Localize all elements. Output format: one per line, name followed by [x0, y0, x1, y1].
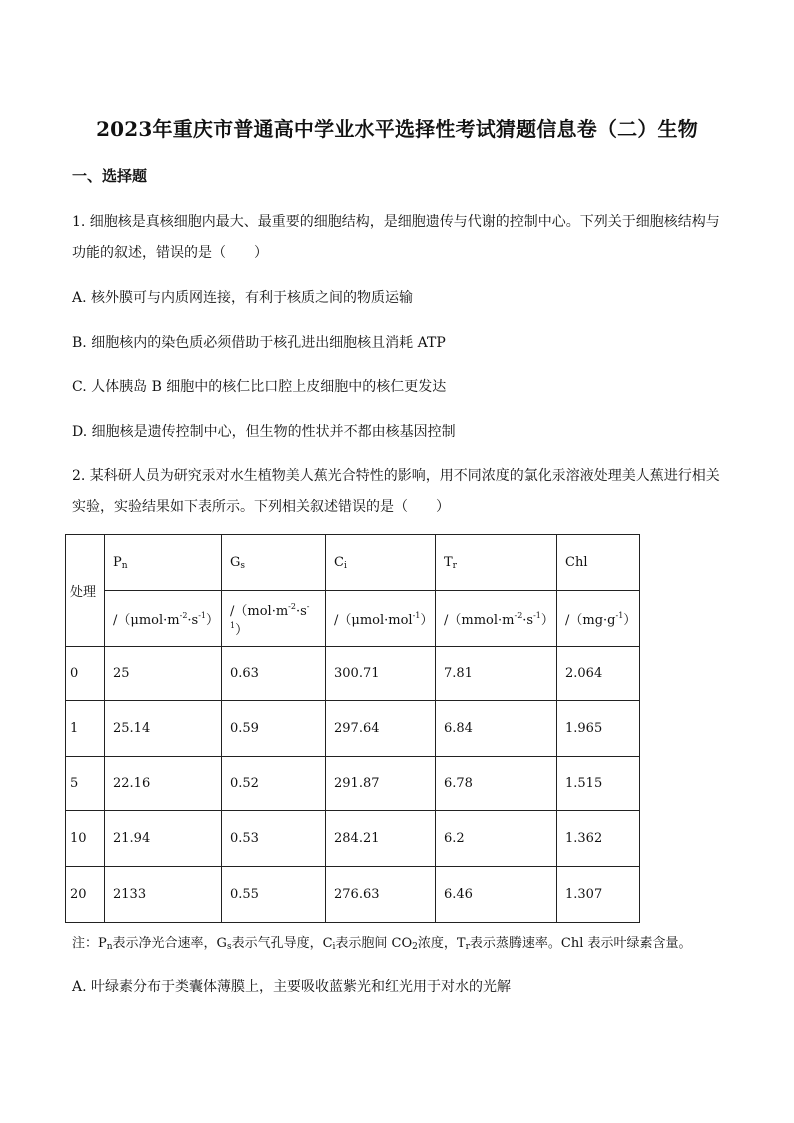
table-cell: 0.52 [222, 757, 326, 811]
column-symbol-subscript: s [240, 560, 246, 571]
table-row [66, 701, 640, 757]
column-symbol: C [334, 554, 344, 570]
data-table [65, 534, 640, 923]
unit-cell-chl: $/(mg\cdot g^{-1})$ [557, 591, 640, 647]
table-cell: 22.16 [105, 757, 222, 811]
column-header-pn [105, 535, 222, 591]
question-2-option-a: A. 叶绿素分布于类囊体薄膜上，主要吸收蓝紫光和红光用于对水的光解 [72, 979, 512, 995]
table-cell: 2.064 [557, 647, 640, 701]
row-header-cell: 处理 [66, 535, 105, 647]
table-cell: 0.59 [222, 701, 326, 757]
table-cell: 25.14 [105, 701, 222, 757]
table-cell: 300.71 [326, 647, 436, 701]
question-1-option-b: B. 细胞核内的染色质必须借助于核孔进出细胞核且消耗 ATP [72, 335, 446, 351]
unit-cell-pn: $/(\mu mol\cdot m^{-2}\cdot s^{-1})$ [105, 591, 222, 647]
table-footnote: 注：$P_n$表示净光合速率，$G_s$表示气孔导度，$C_i$表示胞间 $CO_2$浓度，$T_r$表示蒸腾速率。Chl 表示叶绿素含量。 [72, 936, 692, 952]
question-1-stem-line-1: 1. 细胞核是真核细胞内最大、最重要的细胞结构，是细胞遗传与代谢的控制中心。下列关于细胞核结构与 [72, 214, 720, 230]
table-row [66, 867, 640, 923]
table-cell: 6.46 [436, 867, 557, 923]
table-cell: 6.2 [436, 811, 557, 867]
column-header-chl [557, 535, 640, 591]
table-cell: 1 [66, 701, 105, 757]
column-header-gs [222, 535, 326, 591]
table-unit-row [66, 591, 640, 647]
column-symbol: T [444, 554, 453, 570]
table-cell: 0.63 [222, 647, 326, 701]
table-row [66, 757, 640, 811]
question-1-option-a: A. 核外膜可与内质网连接，有利于核质之间的物质运输 [72, 290, 414, 306]
table-cell: 6.78 [436, 757, 557, 811]
question-1-option-c: C. 人体胰岛 B 细胞中的核仁比口腔上皮细胞中的核仁更发达 [72, 379, 447, 395]
unit-cell-tr: $/(mmol\cdot m^{-2}\cdot s^{-1})$ [436, 591, 557, 647]
table-cell: 291.87 [326, 757, 436, 811]
table-cell: 21.94 [105, 811, 222, 867]
question-1-stem-line-2: 功能的叙述，错误的是（ ） [72, 245, 268, 261]
column-symbol: G [230, 554, 241, 570]
unit-cell-gs: $/(mol\cdot m^{-2}\cdot s^{-1})$ [222, 591, 326, 647]
question-1-option-d: D. 细胞核是遗传控制中心，但生物的性状并不都由核基因控制 [72, 424, 456, 440]
table-cell: 0.53 [222, 811, 326, 867]
column-symbol-subscript: i [343, 560, 347, 571]
table-cell: 284.21 [326, 811, 436, 867]
column-symbol: P [113, 554, 122, 570]
question-2-stem-line-1: 2. 某科研人员为研究汞对水生植物美人蕉光合特性的影响，用不同浓度的氯化汞溶液处理美人蕉进行相关 [72, 468, 720, 484]
table-cell: 1.515 [557, 757, 640, 811]
column-symbol-subscript: r [452, 560, 457, 571]
table-cell: 1.362 [557, 811, 640, 867]
table-cell: 276.63 [326, 867, 436, 923]
section-heading: 一、选择题 [72, 167, 148, 185]
column-symbol-subscript: n [121, 560, 128, 571]
table-cell: 2133 [105, 867, 222, 923]
page-title: 2023年重庆市普通高中学业水平选择性考试猜题信息卷（二）生物 [96, 117, 698, 141]
table-cell: 1.307 [557, 867, 640, 923]
table-cell: 0.55 [222, 867, 326, 923]
table-row [66, 811, 640, 867]
table-header-row [66, 535, 640, 591]
table-cell: 25 [105, 647, 222, 701]
table-cell: 5 [66, 757, 105, 811]
table-row [66, 647, 640, 701]
unit-cell-ci: /（μmol·mol$^{-1}$） [326, 591, 436, 647]
question-2-stem-line-2: 实验，实验结果如下表所示。下列相关叙述错误的是（ ） [72, 499, 450, 515]
table-cell: 6.84 [436, 701, 557, 757]
column-symbol: Chl [565, 555, 588, 570]
table-cell: 1.965 [557, 701, 640, 757]
table-cell: 0 [66, 647, 105, 701]
table-cell: 7.81 [436, 647, 557, 701]
table-cell: 10 [66, 811, 105, 867]
column-header-ci [326, 535, 436, 591]
table-cell: 297.64 [326, 701, 436, 757]
table-cell: 20 [66, 867, 105, 923]
column-header-tr [436, 535, 557, 591]
